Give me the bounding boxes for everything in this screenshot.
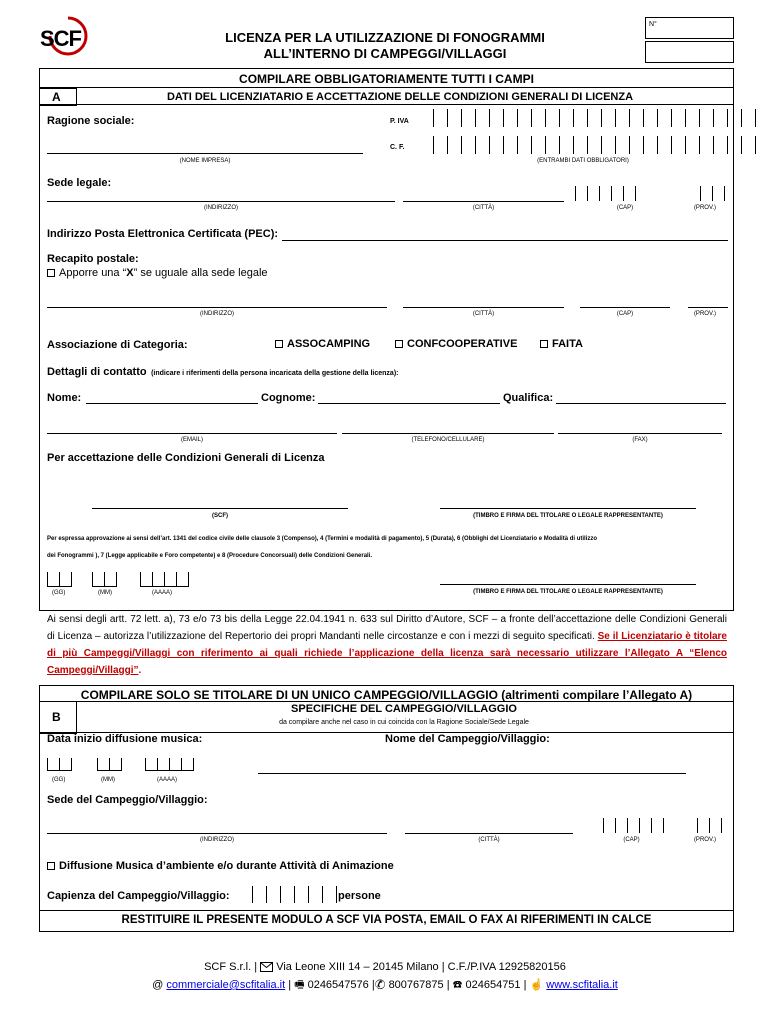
campeggio-cap-cells[interactable] (603, 818, 664, 833)
qualifica-label: Qualifica: (503, 392, 554, 404)
apporre-checkbox[interactable]: Apporre una “X” se uguale alla sede legale (47, 267, 268, 279)
section-a-banner: COMPILARE OBBLIGATORIAMENTE TUTTI I CAMPI (239, 72, 534, 86)
recapito-cap-field[interactable] (580, 307, 670, 308)
cf-cells[interactable] (433, 136, 756, 154)
scf-signature-field[interactable] (92, 508, 348, 509)
footer-line-1: SCF S.r.l. | Via Leone XIII 14 – 20145 Milano | C.F./P.IVA 12925820156 (204, 961, 566, 973)
email-link[interactable]: commerciale@scfitalia.it (166, 979, 286, 991)
section-b-banner: COMPILARE SOLO SE TITOLARE DI UN UNICO CAMPEGGIO/VILLAGGIO (altrimenti compilare l’Allegato A) (80, 688, 693, 702)
envelope-icon (260, 962, 273, 972)
number-box-2[interactable] (645, 41, 734, 63)
assoc-option-confcooperative[interactable]: CONFCOOPERATIVE (395, 338, 517, 350)
approvazione-text: Per espressa approvazione ai sensi dell’art. 1341 del codice civile delle clausole 3 (Compenso), 4 (Termini e modalità di pagamento), 5 (Durata), 6 (Obblighi del Licenziatario e Modalità di utilizzo dei Fonogrammi ), 7 (Legge applicabile e Foro competente) e 8 (Procedure Concorsuali) delle Condizioni Generali. (47, 536, 598, 559)
recapito-indirizzo-field[interactable] (47, 307, 387, 308)
sede-campeggio-label: Sede del Campeggio/Villaggio: (47, 794, 208, 806)
nome-field[interactable] (86, 403, 258, 404)
checkbox-icon[interactable] (275, 340, 283, 348)
section-a-letter: A (52, 90, 61, 104)
email-field[interactable] (47, 433, 337, 434)
number-box[interactable]: N° (645, 17, 734, 39)
dettagli-heading: Dettagli di contatto (indicare i riferimenti della persona incaricata della gestione della licenza): (47, 366, 399, 378)
campeggio-indirizzo-field[interactable] (47, 833, 387, 834)
ragione-sociale-label: Ragione sociale: (47, 115, 135, 127)
footer-line-2: @ commerciale@scfitalia.it | 🖷 0246547576 |✆ 800767875 | ☎ 024654751 | ☝ www.scfitalia.it (152, 979, 618, 991)
recapito-label: Recapito postale: (47, 253, 139, 265)
nome-campeggio-label: Nome del Campeggio/Villaggio: (385, 733, 550, 745)
pec-label: Indirizzo Posta Elettronica Certificata (PEC): (47, 228, 279, 240)
data-inizio-aaaa[interactable] (145, 758, 194, 771)
section-b-subheading: da compilare anche nel caso in cui coincida con la Ragione Sociale/Sede Legale (279, 719, 529, 726)
logo-text: SCF (40, 26, 81, 51)
assoc-option-assocamping[interactable]: ASSOCAMPING (275, 338, 370, 350)
web-link[interactable]: www.scfitalia.it (546, 979, 618, 991)
phone-icon: ✆ (374, 979, 386, 991)
cognome-field[interactable] (318, 403, 500, 404)
accettazione-label: Per accettazione delle Condizioni Generali di Licenza (47, 452, 325, 464)
capienza-cells[interactable] (252, 886, 337, 903)
campeggio-prov-cells[interactable] (697, 818, 722, 833)
pec-field[interactable] (282, 240, 728, 241)
recapito-citta-field[interactable] (403, 307, 564, 308)
checkbox-icon[interactable] (395, 340, 403, 348)
checkbox-icon[interactable] (47, 862, 55, 870)
legal-paragraph: Ai sensi degli artt. 72 lett. a), 73 e/o 73 bis della Legge 22.04.1941 n. 633 sul Diritto d’Autore, SCF – a fronte dell’accettazione delle Condizioni Generali di Licenza – autorizza l’utilizzazione del Repertorio dei propri Mandanti nelle circostanze e con i mezzi di seguito specificati. Se il Licenziatario è titolare di più Campeggi/Villaggi con riferimento ai quali richiede l’applicazione della licenza sarà necessario utilizzare l’Allegato A “Elenco Campeggi/Villaggi”. (47, 614, 727, 676)
section-b-letter: B (52, 710, 61, 724)
cf-label: C. F. (390, 144, 405, 151)
data-inizio-mm[interactable] (97, 758, 122, 771)
assoc-option-faita[interactable]: FAITA (540, 338, 583, 350)
section-b-heading: SPECIFICHE DEL CAMPEGGIO/VILLAGGIO (291, 703, 517, 715)
persone-label: persone (338, 890, 381, 902)
nome-impresa-caption: (NOME IMPRESA) (179, 158, 231, 164)
associazione-label: Associazione di Categoria: (47, 339, 188, 351)
qualifica-field[interactable] (556, 403, 726, 404)
piva-cells[interactable] (433, 109, 756, 127)
sede-indirizzo-field[interactable] (47, 201, 395, 202)
page-title: LICENZA PER LA UTILIZZAZIONE DI FONOGRAMMI ALL’INTERNO DI CAMPEGGI/VILLAGGI (225, 30, 545, 61)
sede-legale-label: Sede legale: (47, 177, 112, 189)
section-a-heading: DATI DEL LICENZIATARIO E ACCETTAZIONE DELLE CONDIZIONI GENERALI DI LICENZA (166, 91, 634, 103)
data-inizio-gg[interactable] (47, 758, 72, 771)
capienza-label: Capienza del Campeggio/Villaggio: (47, 890, 230, 902)
campeggio-citta-field[interactable] (405, 833, 573, 834)
scf-logo (38, 14, 98, 58)
titolare-signature-field[interactable] (440, 508, 696, 509)
sede-citta-field[interactable] (403, 201, 564, 202)
telephone-icon: ☎ (452, 979, 463, 991)
telefono-field[interactable] (342, 433, 554, 434)
approvazione-signature-field[interactable] (440, 584, 696, 585)
restituire-notice: RESTITUIRE IL PRESENTE MODULO A SCF VIA POSTA, EMAIL O FAX AI RIFERIMENTI IN CALCE (121, 914, 652, 926)
cognome-label: Cognome: (261, 392, 316, 404)
fax-field[interactable] (558, 433, 722, 434)
sede-cap-cells[interactable] (575, 186, 636, 201)
cursor-icon: ☝ (529, 979, 544, 991)
nome-campeggio-field[interactable] (258, 773, 686, 774)
approvazione-aaaa[interactable] (140, 572, 189, 587)
approvazione-gg[interactable] (47, 572, 72, 587)
data-inizio-label: Data inizio diffusione musica: (47, 733, 203, 745)
fax-icon: 🖷 (294, 979, 305, 991)
nome-impresa-field[interactable] (47, 153, 363, 154)
nome-label: Nome: (47, 392, 82, 404)
approvazione-mm[interactable] (92, 572, 117, 587)
entrambi-caption: (ENTRAMBI DATI OBBLIGATORI) (537, 158, 629, 164)
sede-prov-cells[interactable] (700, 186, 725, 201)
diffusione-checkbox[interactable]: Diffusione Musica d’ambiente e/o durante Attività di Animazione (47, 860, 394, 872)
checkbox-icon[interactable] (47, 269, 55, 277)
piva-label: P. IVA (390, 118, 409, 125)
checkbox-icon[interactable] (540, 340, 548, 348)
recapito-prov-field[interactable] (688, 307, 728, 308)
